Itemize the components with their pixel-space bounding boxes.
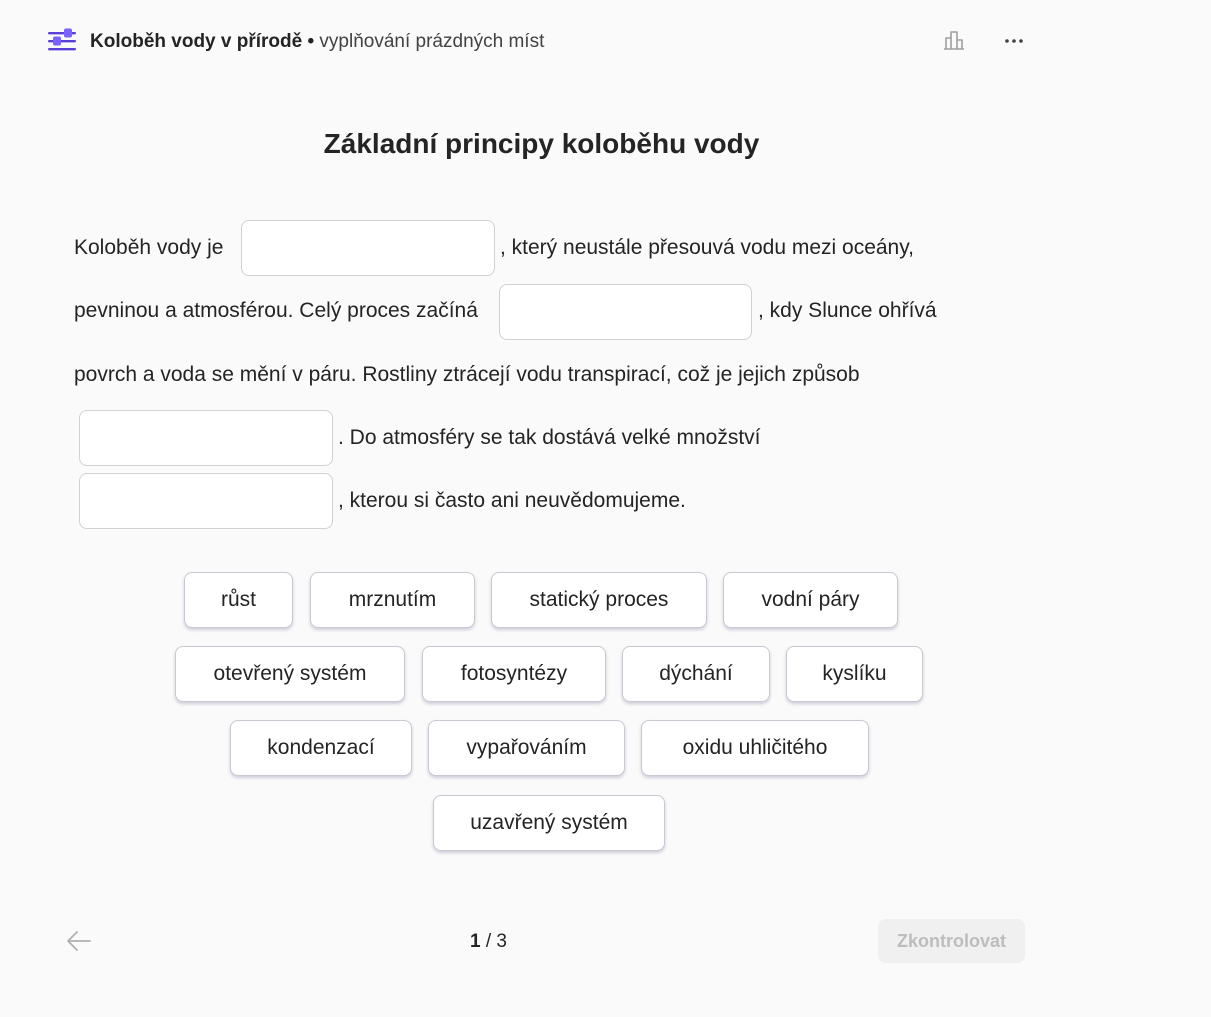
- title-separator: •: [307, 31, 315, 52]
- blank-2[interactable]: [499, 284, 752, 340]
- word-chip[interactable]: dýchání: [622, 646, 770, 702]
- blank-3[interactable]: [79, 410, 333, 466]
- word-chip[interactable]: statický proces: [491, 572, 707, 628]
- passage-text: , kterou si často ani neuvědomujeme.: [338, 489, 686, 512]
- blank-1[interactable]: [241, 220, 495, 276]
- word-chip[interactable]: oxidu uhličitého: [641, 720, 869, 776]
- passage-text: . Do atmosféry se tak dostává velké množství: [338, 426, 761, 449]
- quiz-title: Koloběh vody v přírodě: [90, 31, 303, 52]
- passage-text: povrch a voda se mění v páru. Rostliny ztrácejí vodu transpirací, což je jejich způsob: [74, 363, 860, 386]
- header: [0, 0, 1211, 82]
- word-chip[interactable]: mrznutím: [310, 572, 475, 628]
- page-separator: /: [480, 931, 497, 952]
- passage-text: pevninou a atmosférou. Celý proces začíná: [74, 299, 478, 322]
- page-title: Základní principy koloběhu vody: [323, 128, 760, 159]
- total-pages: 3: [496, 931, 507, 952]
- more-options-button[interactable]: [999, 26, 1029, 56]
- blank-4[interactable]: [79, 473, 333, 529]
- arrow-left-icon: [62, 925, 96, 957]
- quiz-subtitle: vyplňování prázdných míst: [319, 31, 545, 52]
- chart-button[interactable]: [939, 26, 969, 56]
- passage-text: , který neustále přesouvá vodu mezi oceány,: [500, 236, 915, 259]
- current-page: 1: [470, 931, 481, 952]
- page-indicator: [470, 931, 507, 953]
- word-chip[interactable]: vypařováním: [428, 720, 625, 776]
- header-title: [90, 30, 544, 54]
- passage-text: , kdy Slunce ohřívá: [758, 299, 937, 322]
- word-chip[interactable]: vodní páry: [723, 572, 898, 628]
- sliders-icon: [47, 28, 77, 54]
- passage-text: Koloběh vody je: [74, 236, 224, 259]
- word-chip[interactable]: uzavřený systém: [433, 795, 665, 851]
- word-chip[interactable]: kyslíku: [786, 646, 923, 702]
- more-icon: [999, 26, 1029, 56]
- chart-icon: [939, 26, 969, 56]
- back-button[interactable]: [62, 925, 96, 957]
- word-chip[interactable]: růst: [184, 572, 293, 628]
- word-chip[interactable]: otevřený systém: [175, 646, 405, 702]
- check-button[interactable]: Zkontrolovat: [878, 919, 1025, 963]
- word-chip[interactable]: fotosyntézy: [422, 646, 606, 702]
- word-chip[interactable]: kondenzací: [230, 720, 412, 776]
